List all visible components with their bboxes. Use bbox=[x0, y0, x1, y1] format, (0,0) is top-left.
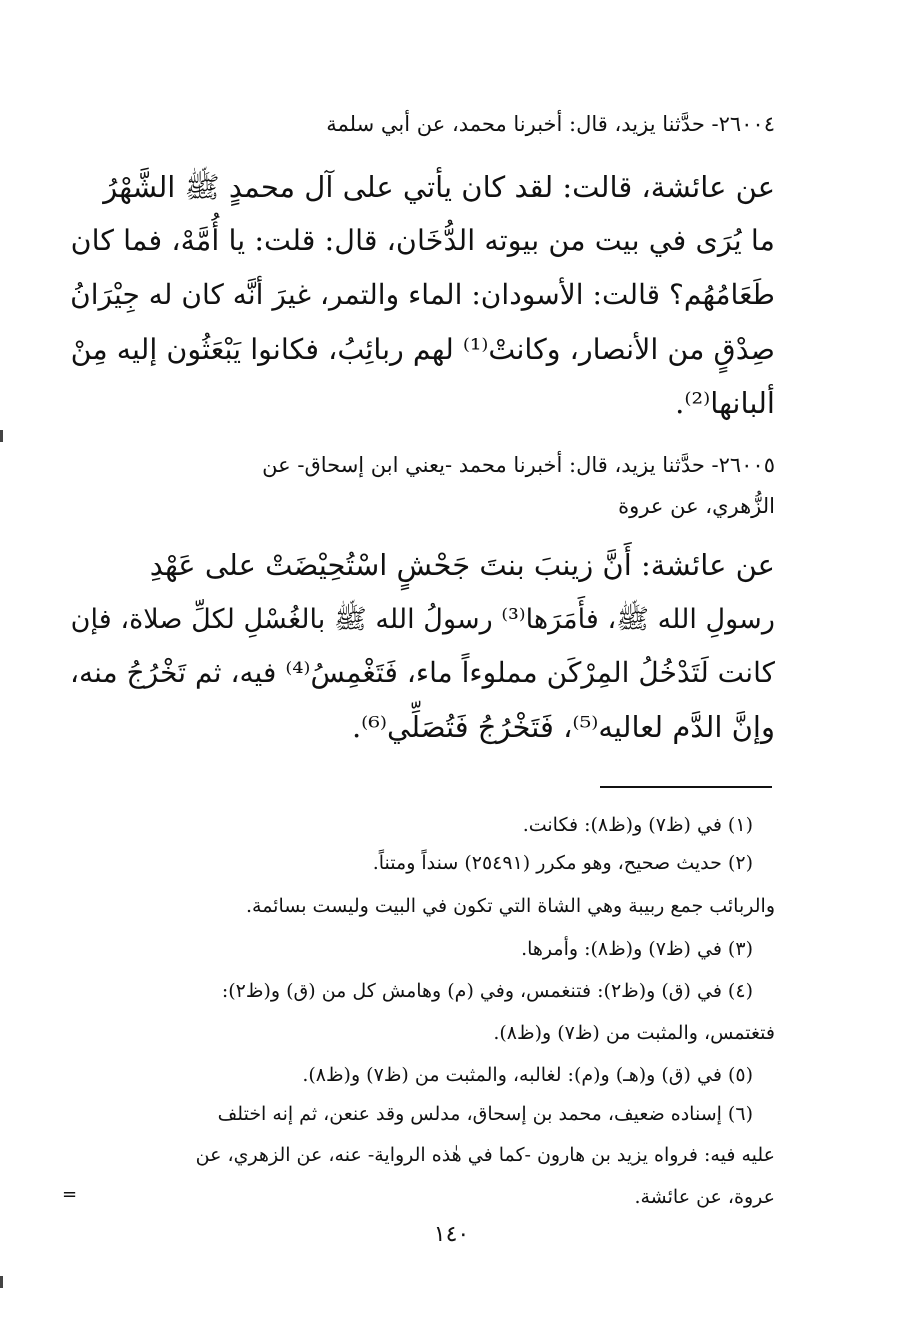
hadith-26005-line-2: رسولِ الله ﷺ، فأَمَرَها⁽³⁾ رسولُ الله ﷺ بالغُسْلِ لكلِّ صلاة، فإن bbox=[70, 604, 775, 635]
hadith-26005-line-1: عن عائشة: أَنَّ زينبَ بنتَ جَحْشٍ اسْتُحِيْضَتْ على عَهْدِ bbox=[149, 548, 775, 582]
footnote-4: (٤) في (ق) و(ظ٢): فتنغمس، وفي (م) وهامش كل من (ق) و(ظ٢): bbox=[221, 980, 753, 1002]
scan-edge-mark bbox=[0, 430, 3, 442]
footnote-separator bbox=[600, 786, 772, 788]
hadith-26004-line-4: صِدْقٍ من الأنصار، وكانتْ⁽¹⁾ لهم ربائِبُ، فكانوا يَبْعَثُون إليه مِنْ bbox=[70, 332, 775, 366]
hadith-26005-line-3: كانت لَتَدْخُلُ المِرْكَن مملوءاً ماء، فَتَغْمِسُ⁽⁴⁾ فيه، ثم تَخْرُجُ منه، bbox=[69, 656, 775, 689]
footnote-6-continued-2: عروة، عن عائشة. bbox=[634, 1186, 775, 1208]
footnote-6: (٦) إسناده ضعيف، محمد بن إسحاق، مدلس وقد عنعن، ثم إنه اختلف bbox=[217, 1103, 753, 1125]
hadith-26004-line-2: ما يُرَى في بيت من بيوته الدُّخَان، قال: قلت: يا أُمَّهْ، فما كان bbox=[70, 223, 775, 257]
footnote-6-continued-1: عليه فيه: فرواه يزيد بن هارون -كما في هٰذه الرواية- عنه، عن الزهري، عن bbox=[195, 1144, 775, 1166]
footnote-1: (١) في (ظ٧) و(ظ٨): فكانت. bbox=[522, 814, 753, 836]
page-number: ١٤٠ bbox=[433, 1222, 470, 1247]
hadith-26004-line-3: طَعَامُهُم؟ قالت: الأسودان: الماء والتمر، غيرَ أنَّه كان له جِيْرَانُ bbox=[70, 278, 775, 311]
hadith-26004-heading: ٢٦٠٠٤- حدَّثنا يزيد، قال: أخبرنا محمد، عن أبي سلمة bbox=[326, 112, 775, 136]
footnote-3: (٣) في (ظ٧) و(ظ٨): وأمرها. bbox=[521, 938, 753, 960]
hadith-26005-heading-2: الزُّهري، عن عروة bbox=[618, 494, 775, 518]
footnote-2: (٢) حديث صحيح، وهو مكرر (٢٥٤٩١) سنداً ومتناً. bbox=[372, 852, 753, 874]
hadith-26004-line-1: عن عائشة، قالت: لقد كان يأتي على آل محمدٍ ﷺ الشَّهْرُ bbox=[103, 170, 775, 204]
hadith-26005-line-4: وإنَّ الدَّم لعاليه⁽⁵⁾، فَتَخْرُجُ فَتُصَلِّي⁽⁶⁾. bbox=[351, 710, 775, 744]
footnote-5: (٥) في (ق) و(هـ) و(م): لغالبه، والمثبت من (ظ٧) و(ظ٨). bbox=[302, 1064, 753, 1086]
hadith-26004-line-5: ألبانها⁽²⁾. bbox=[675, 386, 775, 420]
footnote-2-continued: والربائب جمع ربيبة وهي الشاة التي تكون في البيت وليست بسائمة. bbox=[245, 895, 775, 917]
continuation-mark: = bbox=[62, 1184, 78, 1205]
hadith-26005-heading-1: ٢٦٠٠٥- حدَّثنا يزيد، قال: أخبرنا محمد -يعني ابن إسحاق- عن bbox=[262, 453, 775, 477]
footnote-4-continued: فتغتمس، والمثبت من (ظ٧) و(ظ٨). bbox=[493, 1022, 775, 1044]
scan-edge-mark bbox=[0, 1276, 3, 1288]
